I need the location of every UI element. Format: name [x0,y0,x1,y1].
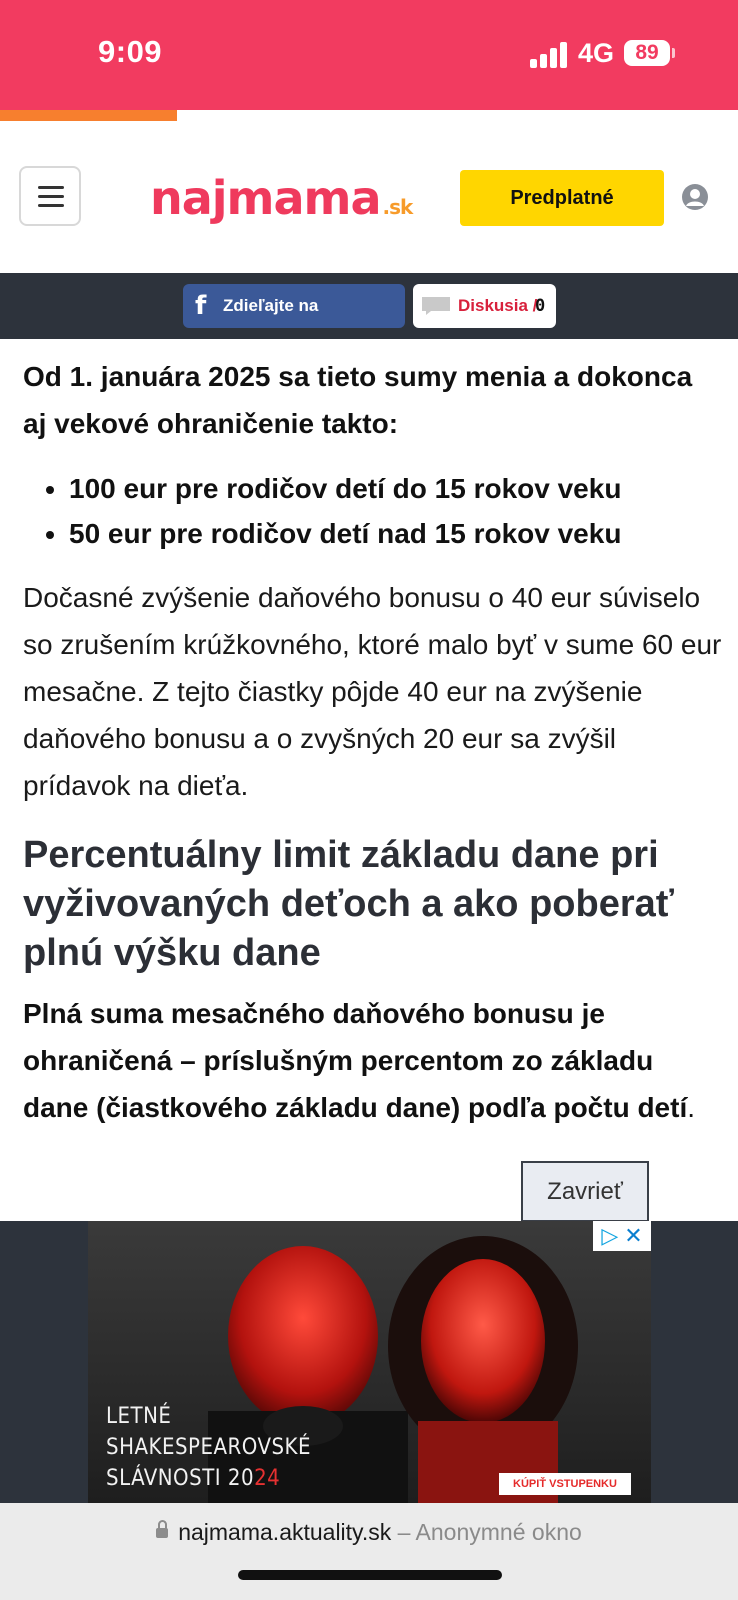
site-header [0,121,738,273]
network-type: 4G [578,38,615,68]
article-body [23,339,723,1131]
home-indicator[interactable] [238,1570,502,1580]
facebook-icon: f [195,291,207,321]
status-time: 9:09 [98,34,163,69]
adchoices-icon[interactable]: ▷ ✕ [593,1221,651,1251]
article-paragraph: Dočasné zvýšenie daňového bonusu o 40 eur súviselo so zrušením krúžkovného, ktoré malo byť v sume 60 eur mesačne. Z tejto čiastky pôjde 40 eur na zvýšenie daňového bonusu a o zvyšných 20 eur sa zvýšil prídavok na dieťa. [23,582,722,801]
reading-progress-bar [0,110,177,121]
ad-title-line: LETNÉ [106,1404,172,1429]
battery-icon: 89 [624,40,670,66]
ad-title-year-part: SLÁVNOSTI 20 [106,1466,255,1491]
ad-headline [106,1401,311,1494]
section-lead-text: Plná suma mesačného daňového bonusu je ohraničená – príslušným percentom zo základu dane (čiastkového základu dane) podľa počtu detí [23,998,688,1123]
url-line[interactable] [0,1519,738,1546]
section-heading: Percentuálny limit základu dane pri vyživovaných deťoch a ako poberať plnú výšku dane [23,834,674,974]
share-bar [0,273,738,359]
battery-tip [672,48,675,58]
article-lead: Od 1. januára 2025 sa tieto sumy menia a dokonca aj vekové ohraničenie takto: [23,361,693,439]
bullet-list [23,466,723,556]
logo-text: najmama [150,171,381,225]
ad-title-year-accent: 24 [254,1466,281,1491]
lock-icon [156,1528,168,1538]
list-item: • 50 eur pre rodičov detí nad 15 rokov veku [69,511,723,556]
discussion-button[interactable] [413,284,556,328]
hamburger-icon [38,195,64,198]
ad-buy-ticket-button[interactable]: KÚPIŤ VSTUPENKU [499,1473,631,1495]
hamburger-icon [38,204,64,207]
menu-button[interactable] [19,166,81,226]
comment-icon [421,296,451,316]
list-item: • 100 eur pre rodičov detí do 15 rokov veku [69,466,723,511]
ad-title-line [106,1463,311,1494]
ad-banner[interactable] [88,1221,651,1503]
user-icon[interactable] [681,183,709,211]
private-mode-label: – Anonymné okno [397,1519,582,1545]
discussion-count: 0 [535,296,546,316]
url-text: najmama.aktuality.sk [178,1519,392,1545]
signal-icon [530,42,568,68]
browser-address-bar[interactable] [0,1503,738,1600]
logo-tld: .sk [382,195,413,219]
hamburger-icon [38,186,64,189]
section-lead-end: . [687,1092,696,1123]
subscribe-button[interactable]: Predplatné [460,170,664,226]
ad-area [0,1221,738,1503]
ad-title-line: SHAKESPEAROVSKÉ [106,1435,312,1460]
ad-close-icon[interactable]: ✕ [624,1223,643,1248]
facebook-share-button[interactable] [183,284,405,359]
close-ad-button[interactable]: Zavrieť [521,1161,649,1222]
status-bar [0,0,738,110]
facebook-share-label: Zdieľajte na Facebooku [223,296,319,359]
site-logo[interactable] [150,171,412,225]
discussion-label: Diskusia / [458,296,538,315]
section-lead [23,990,723,1131]
